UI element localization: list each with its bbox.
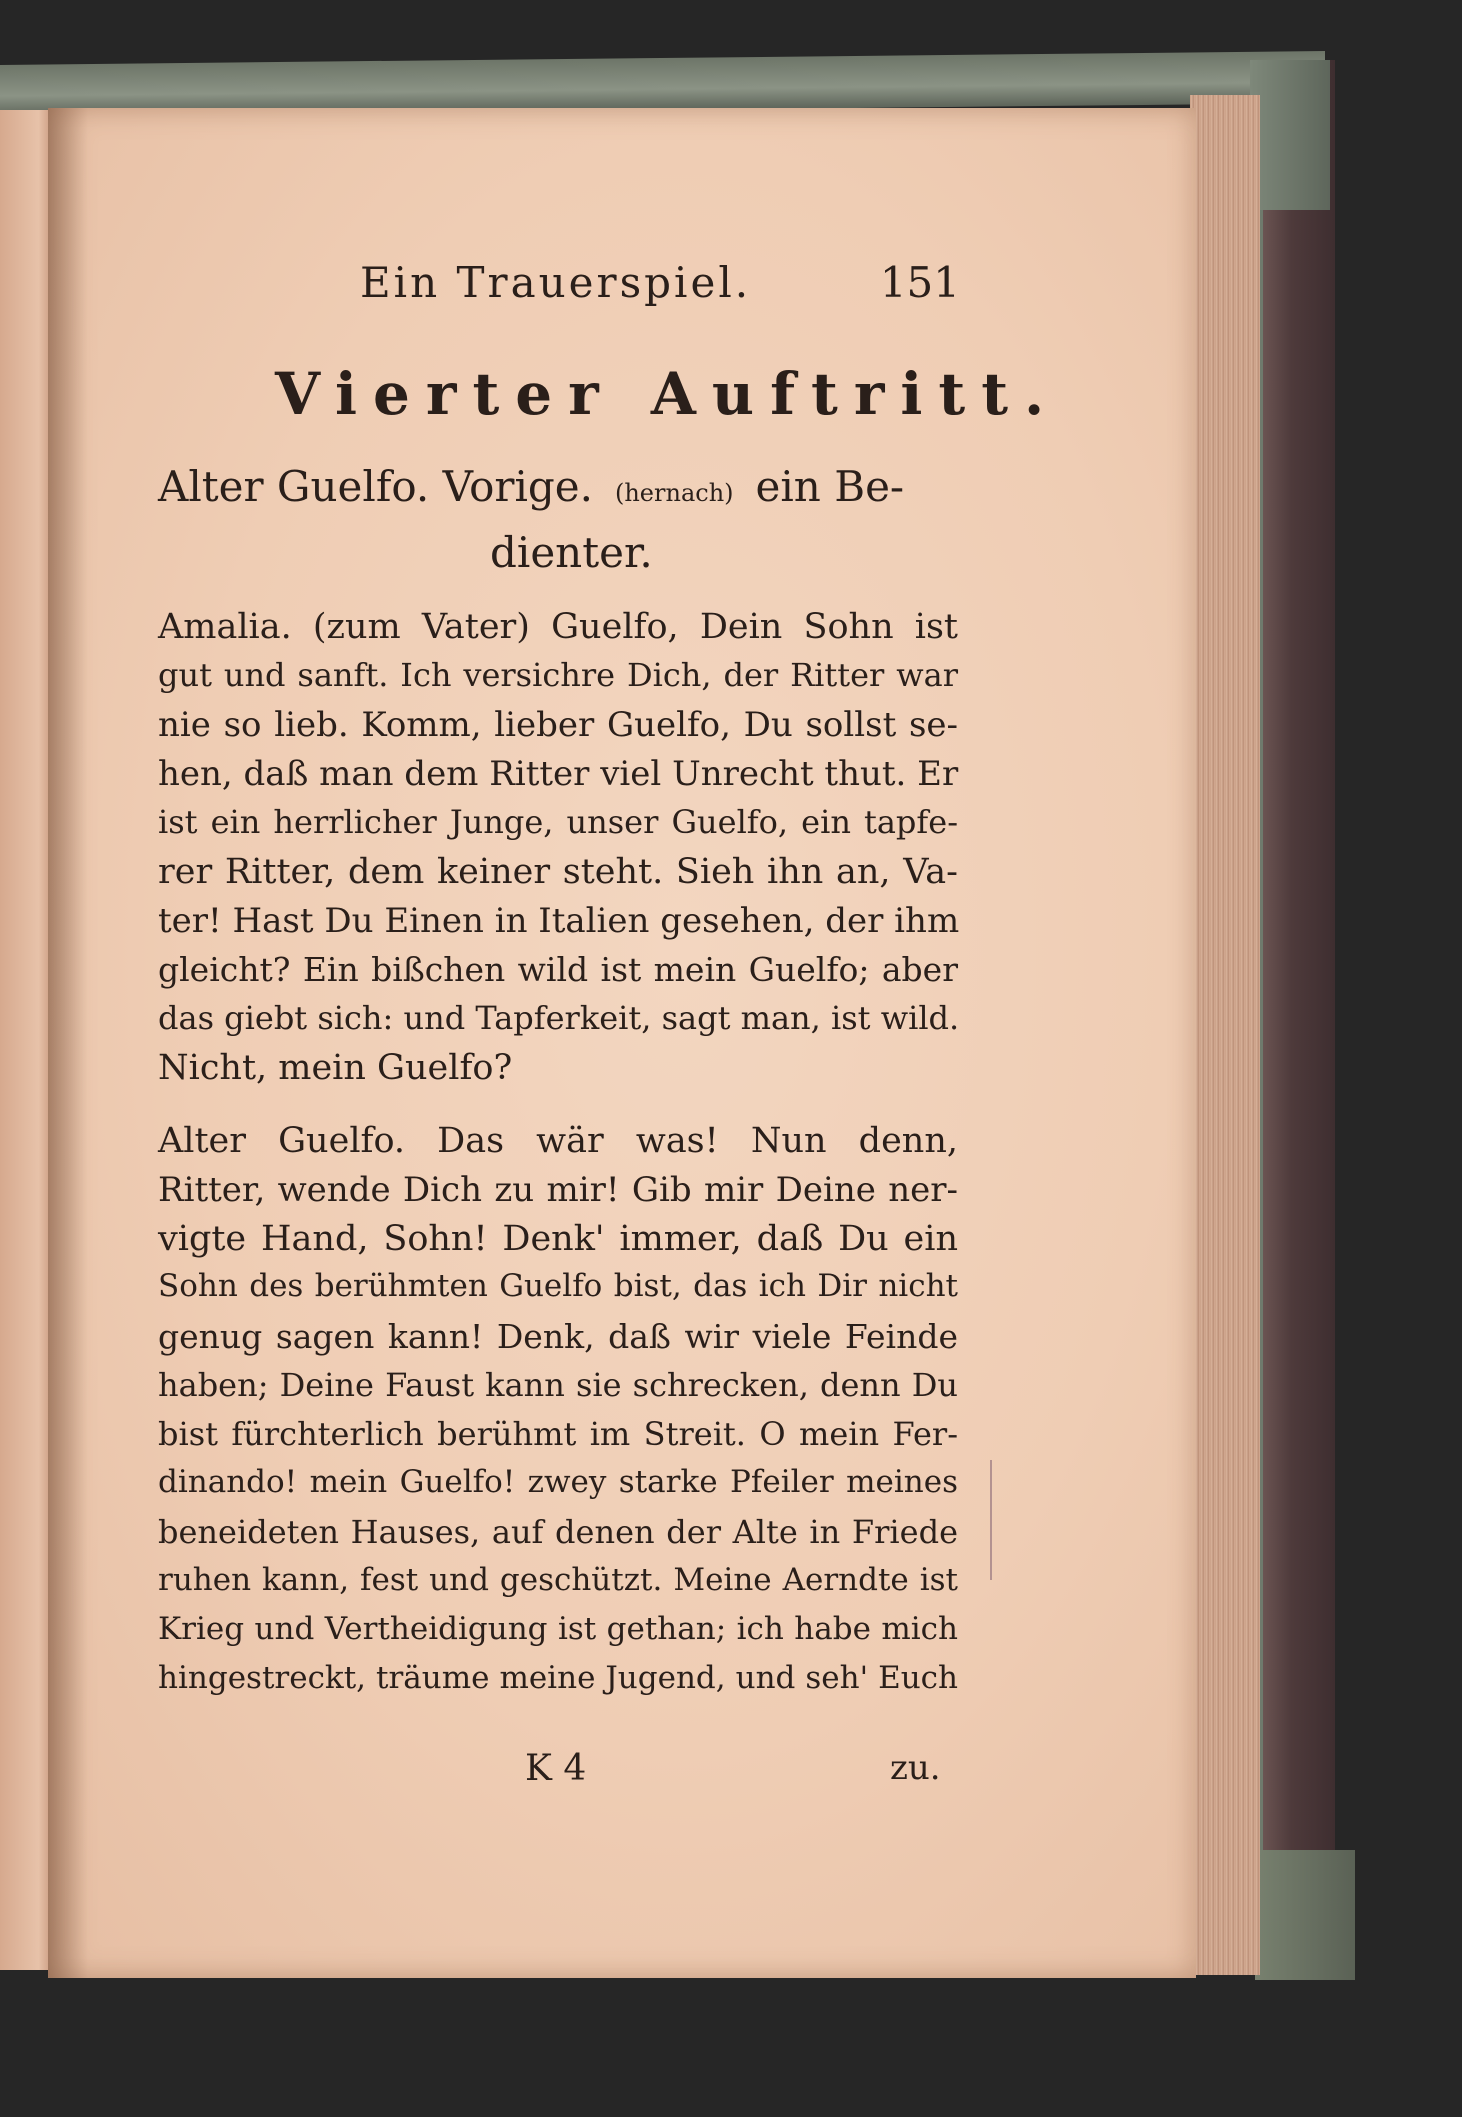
running-head-title: Ein Trauerspiel.	[360, 258, 752, 307]
facing-page	[0, 110, 55, 1970]
text-line: gleicht? Ein bißchen wild ist mein Guelfo; aber	[158, 950, 958, 989]
text-line: nie so lieb. Komm, lieber Guelfo, Du sollst se-	[158, 705, 958, 745]
text-line: hen, daß man dem Ritter viel Unrecht thut. Er	[158, 754, 959, 794]
book-cover-corner-top	[1250, 60, 1330, 210]
signature-mark: K 4	[525, 1748, 587, 1789]
gutter-shadow	[48, 108, 88, 1978]
book-cover-corner-bottom	[1255, 1850, 1355, 1980]
text-line: das giebt sich: und Tapferkeit, sagt man, ist wild.	[158, 999, 960, 1037]
book-cover-right-edge	[1255, 60, 1335, 1955]
text-line: beneideten Hauses, auf denen der Alte in Friede	[158, 1513, 958, 1551]
cast-list-line-1	[158, 462, 904, 511]
text-line: Ritter, wende Dich zu mir! Gib mir Deine ner-	[158, 1170, 958, 1210]
page-number: 151	[879, 258, 960, 307]
cast-names: Alter Guelfo. Vorige.	[158, 462, 593, 511]
text-line: gut und sanft. Ich versichre Dich, der Ritter war	[158, 656, 958, 694]
text-line: haben; Deine Faust kann sie schrecken, denn Du	[158, 1366, 958, 1404]
text-line: Krieg und Vertheidigung ist gethan; ich habe mich	[158, 1611, 958, 1647]
text-line: Alter Guelfo. Das wär was! Nun denn,	[158, 1121, 958, 1161]
text-line: hingestreckt, träume meine Jugend, und seh' Euch	[158, 1660, 958, 1696]
text-line: Sohn des berühmten Guelfo bist, das ich Dir nicht	[158, 1268, 958, 1304]
text-line: vigte Hand, Sohn! Denk' immer, daß Du ein	[158, 1219, 958, 1259]
text-line: Nicht, mein Guelfo?	[158, 1048, 513, 1088]
pencil-margin-mark	[990, 1460, 992, 1580]
text-line: bist fürchterlich berühmt im Streit. O mein Fer-	[158, 1415, 958, 1453]
text-line: ter! Hast Du Einen in Italien gesehen, der ihm	[158, 901, 960, 941]
running-head	[360, 258, 960, 307]
text-line: Amalia. (zum Vater) Guelfo, Dein Sohn ist	[158, 607, 958, 647]
scene-title: Vierter Auftritt.	[275, 360, 1061, 428]
stage-note: (hernach)	[614, 479, 734, 507]
cast-names-continued: ein Be-	[755, 462, 905, 511]
cast-list-line-2: dienter.	[490, 528, 653, 577]
text-line: rer Ritter, dem keiner steht. Sieh ihn an, Va-	[158, 852, 958, 892]
text-line: ist ein herrlicher Junge, unser Guelfo, ein tapfe-	[158, 803, 958, 841]
text-line: ruhen kann, fest und geschützt. Meine Aerndte ist	[158, 1562, 958, 1598]
catchword: zu.	[890, 1748, 941, 1788]
page-edges	[1190, 95, 1260, 1975]
text-line: genug sagen kann! Denk, daß wir viele Feinde	[158, 1317, 958, 1356]
text-line: dinando! mein Guelfo! zwey starke Pfeiler meines	[158, 1464, 958, 1500]
